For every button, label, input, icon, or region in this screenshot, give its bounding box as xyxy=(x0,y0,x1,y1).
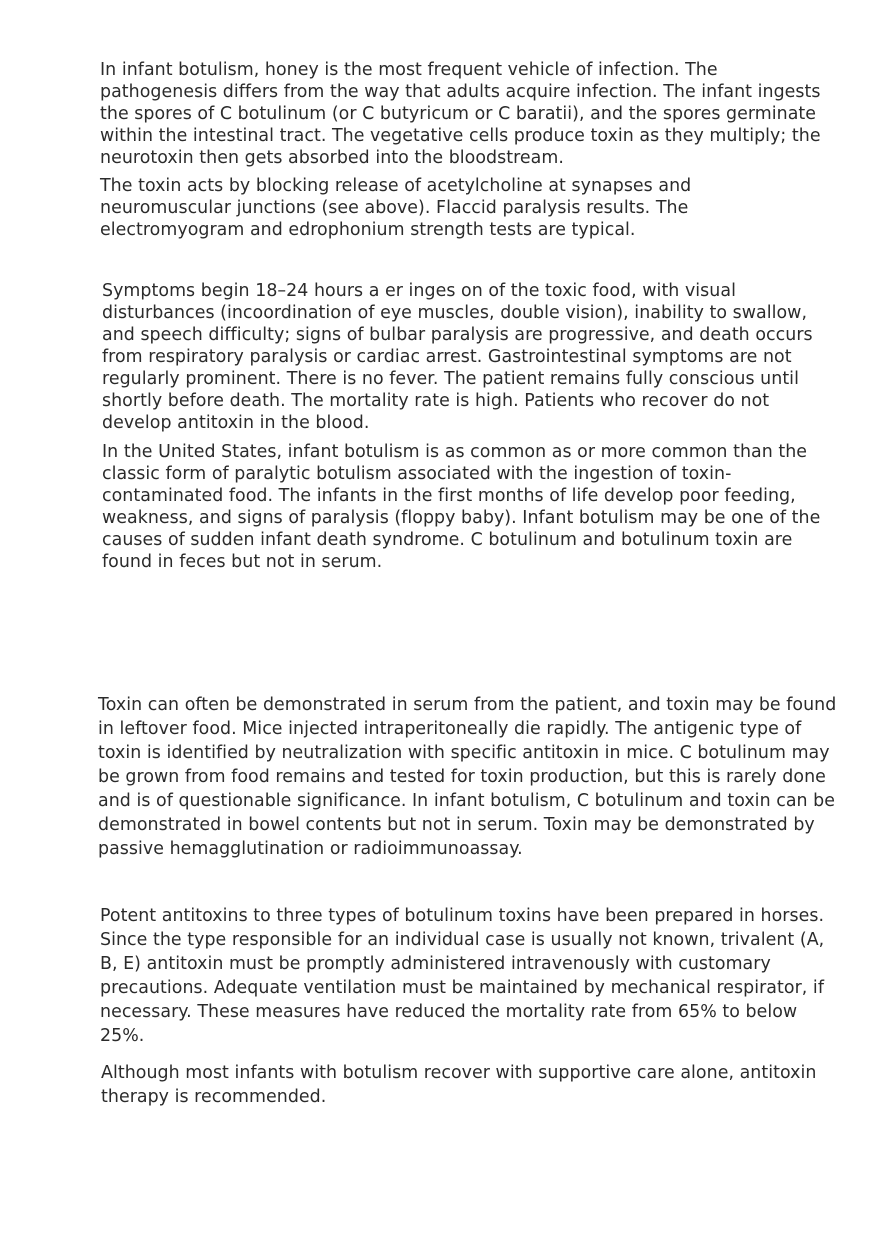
paragraph-symptoms: Symptoms begin 18–24 hours a er inges on of the toxic food, with visual disturbances (incoordination of eye muscles, double vision), inability to swallow, and speech difficulty; signs of bulbar paralysis are progressive, and death occurs from respiratory paralysis or cardiac arrest. Gastrointestinal symptoms are not regularly prominent. There is no fever. The patient remains fully conscious until shortly before death. The mortality rate is high. Patients who recover do not develop antitoxin in the blood. xyxy=(102,281,813,433)
paragraph-toxin-mechanism: The toxin acts by blocking release of acetylcholine at synapses and neuromuscular junctions (see above). Flaccid paralysis results. The electromyogram and edrophonium strength tests are typical. xyxy=(100,176,692,240)
paragraph-infant-treatment: Although most infants with botulism recover with supportive care alone, antitoxin therapy is recommended. xyxy=(101,1063,817,1107)
paragraph-infant-botulism-us: In the United States, infant botulism is as common as or more common than the classic form of paralytic botulism associated with the ingestion of toxin-contaminated food. The infants in the first months of life develop poor feeding, weakness, and signs of paralysis (floppy baby). Infant botulism may be one of the causes of sudden infant death syndrome. C botulinum and botulinum toxin are found in feces but not in serum. xyxy=(102,442,821,572)
paragraph-infant-pathogenesis: In infant botulism, honey is the most frequent vehicle of infection. The pathogenesis differs from the way that adults acquire infection. The infant ingests the spores of C botulinum (or C butyricum or C baratii), and the spores germinate within the intestinal tract. The vegetative cells produce toxin as they multiply; the neurotoxin then gets absorbed into the bloodstream. xyxy=(100,60,821,168)
paragraph-diagnosis: Toxin can often be demonstrated in serum from the patient, and toxin may be found in leftover food. Mice injected intraperitoneally die rapidly. The antigenic type of toxin is identified by neutralization with specific antitoxin in mice. C botulinum may be grown from food remains and tested for toxin production, but this is rarely done and is of questionable significance. In infant botulism, C botulinum and toxin can be demonstrated in bowel contents but not in serum. Toxin may be demonstrated by passive hemagglutination or radioimmunoassay. xyxy=(98,695,837,859)
paragraph-treatment: Potent antitoxins to three types of botulinum toxins have been prepared in horses. Since the type responsible for an individual case is usually not known, trivalent (A, B, E) antitoxin must be promptly administered intravenously with customary precautions. Adequate ventilation must be maintained by mechanical respirator, if necessary. These measures have reduced the mortality rate from 65% to below 25%. xyxy=(100,906,825,1046)
